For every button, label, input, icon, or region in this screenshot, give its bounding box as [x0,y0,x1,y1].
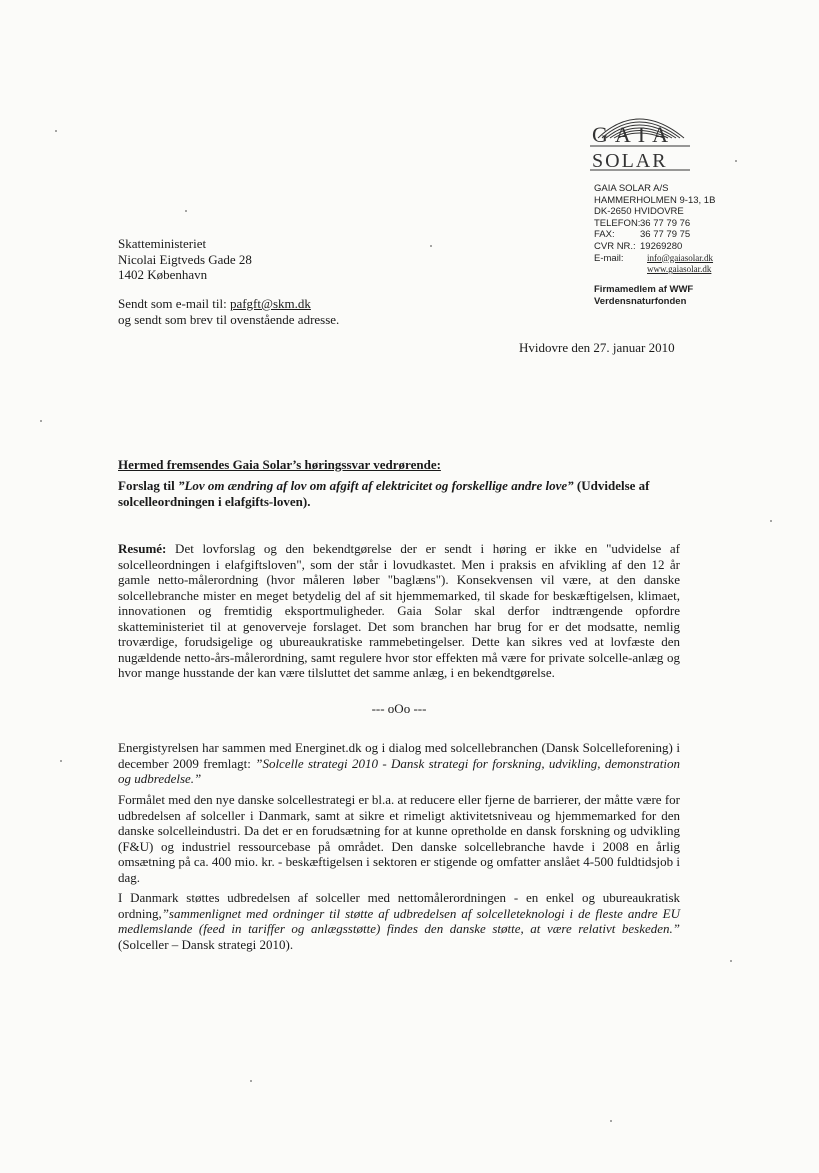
logo-sun-icon [588,108,692,176]
gaia-solar-logo [588,108,692,176]
scan-speck [770,520,772,522]
email-label: E-mail: [594,252,624,264]
resume-label: Resumé: [118,541,167,556]
membership-note [594,284,693,308]
scan-speck [60,760,62,762]
recipient-line-1: Skatteministeriet [118,236,207,251]
sent-info [118,296,339,327]
svg-text:GAIA: GAIA [592,122,675,147]
company-info [594,183,715,276]
paragraph-net-metering-text: I Danmark støttes udbredelsen af solceller med nettomålerordningen - en enkel og ubureaukratisk ordning, [118,890,680,921]
paragraph-strategy [118,740,680,787]
recipient-line-2: Nicolai Eigtveds Gade 28 [118,251,252,267]
recipient-address [118,236,252,283]
recipient-email-link[interactable]: pafgft@skm.dk [229,296,311,311]
phone-label: TELEFON: [594,217,641,229]
scan-speck [730,960,732,962]
phone-value: 36 77 79 76 [640,217,691,229]
fax-label: FAX: [594,229,615,241]
company-cvr-row [594,241,715,253]
proposal-heading [118,478,680,509]
scan-speck [610,1120,612,1122]
proposal-title: ”Lov om ændring af lov om afgift af elektricitet og forskellige andre love” [177,478,574,493]
scan-speck [55,130,57,132]
paragraph-purpose: Formålet med den nye danske solcellestrategi er bl.a. at reducere eller fjerne de barrierer, der måtte være for udbredelsen af solceller i Danmark, samt at sikre et rimeligt aktivitetsniveau og hjemmemarked for den danske solcelleindustri. Da det er en forudsætning for at kunne opretholde en dansk forskning og udvikling (F&U) og industriel ressourcebase på området. Den danske solcellebranche havde i 2008 en årlig omsætning på ca. 400 mio. kr. - beskæftigelsen i sektoren er stigende og omfatter anslået 4-500 fuldtidsjob i dag. [118,792,680,885]
sent-line-2: og sendt som brev til ovenstående adresse. [118,311,340,327]
company-name: GAIA SOLAR A/S [594,183,669,194]
sent-line-1 [118,296,339,312]
subject-heading: Hermed fremsendes Gaia Solar’s høringssvar vedrørende: [118,457,441,472]
scan-speck [735,160,737,162]
letter-date: Hvidovre den 27. januar 2010 [519,340,675,355]
proposal-prefix: Forslag til [118,478,178,493]
member-line-1: Firmamedlem af WWF [594,284,694,295]
cvr-label: CVR NR.: [594,240,636,252]
sent-prefix: Sendt som e-mail til: [118,296,230,311]
recipient-line-3: 1402 København [118,267,208,283]
company-phone-row [594,218,715,230]
svg-text:SOLAR: SOLAR [592,150,668,172]
scan-speck [250,1080,252,1082]
resume-text: Det lovforslag og den bekendtgørelse der er sendt i høring er ikke en "udvidelse af solcelleordningen i elafgiftsloven", som der står i lovudkastet. Men i praksis en afvikling af den 12 år gamle netto-målerordning (hvor måleren løber "baglæns"). Konsekvensen vil være, at den danske solcellebranche mister en meget betydelig del af sit hjemmemarked, til skade for beskæftigelsen, klimaet, innovationen og fremtidig eksportmuligheder. Gaia Solar skal derfor indtrængende opfordre skatteministeriet til at genoverveje forslaget. Det som branchen har brug for er det modsatte, nemlig troværdige, forudsigelige og ubureaukratiske rammebetingelser. Dette kan sikres ved at lovfæste den nugældende netto-års-målerordning, samt regulere hvor stor effekten må være for private solcelle-anlæg og hvor mange husstande der kan være tilsluttet det samme anlæg, i en bekendtgørelse. [118,541,680,680]
company-city: DK-2650 HVIDOVRE [594,206,684,218]
fax-value: 36 77 79 75 [640,229,691,241]
company-fax-row [594,229,715,241]
scan-speck [430,245,432,247]
resume-paragraph [118,541,680,681]
section-separator: --- oOo --- [371,701,427,716]
paragraph-strategy-title: ”Solcelle strategi 2010 - Dansk strategi for forskning, udvikling, demonstration og udbredelse.” [118,755,680,786]
paragraph-net-metering-source: (Solceller – Dansk strategi 2010). [118,936,294,952]
company-web-link[interactable]: www.gaiasolar.dk [647,264,712,275]
scan-speck [40,420,42,422]
proposal-suffix: (Udvidelse af solcelleordningen i elafgifts-loven). [118,478,650,509]
scan-speck [185,210,187,212]
company-street: HAMMERHOLMEN 9-13, 1B [594,194,716,206]
company-email-link[interactable]: info@gaiasolar.dk [647,252,714,263]
paragraph-net-metering [118,890,680,952]
company-email-row [594,253,715,265]
paragraph-strategy-text: Energistyrelsen har sammen med Energinet.dk og i dialog med solcellebranchen (Dansk Solcelleforening) i december 2009 fremlagt: [118,740,680,771]
member-line-2: Verdensnaturfonden [594,296,687,307]
cvr-value: 19269280 [640,240,683,252]
company-web-row [594,264,715,276]
paragraph-net-metering-quote: ”sammenlignet med ordninger til støtte af udbredelsen af solcelleteknologi i de fleste andre EU medlemslande (feed in tariffer og anlægsstøtte) findes den danske støtte, at være relativt beskeden.” [118,905,680,936]
